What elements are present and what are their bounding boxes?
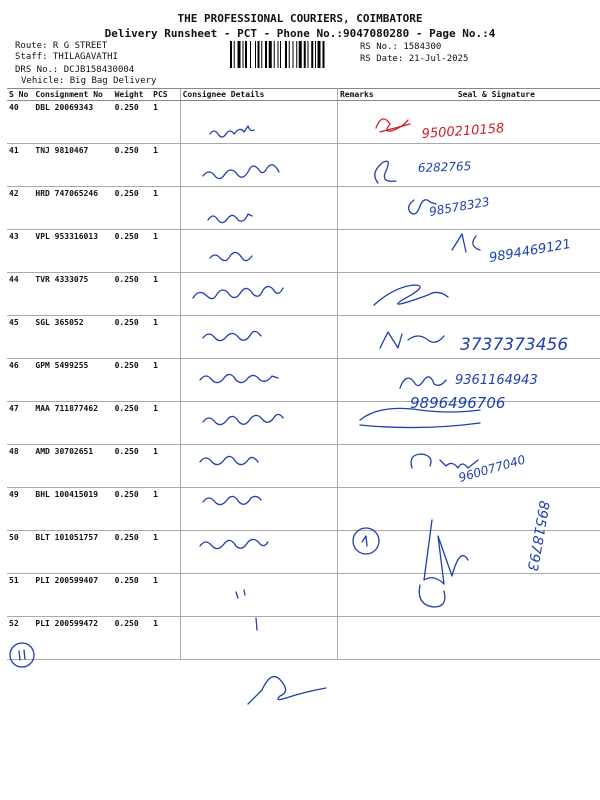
table-row	[7, 445, 600, 488]
row-sno: 46	[7, 359, 33, 402]
barcode-bar	[296, 41, 297, 68]
row-weight: 0.250	[113, 144, 152, 187]
barcode-bar	[234, 41, 235, 68]
table-row	[7, 101, 600, 144]
row-weight: 0.250	[113, 445, 152, 488]
barcode-bar	[258, 41, 260, 68]
table-row	[7, 531, 600, 574]
row-remarks	[337, 617, 392, 660]
barcode-bar	[245, 41, 247, 68]
runsheet-title: Delivery Runsheet - PCT - Phone No.:9047080280 - Page No.:4	[104, 27, 496, 40]
row-pcs: 1	[151, 402, 180, 445]
row-pcs: 1	[151, 187, 180, 230]
col-header-consignment: Consignment No	[33, 89, 112, 101]
row-sno: 42	[7, 187, 33, 230]
table-row	[7, 617, 600, 660]
row-remarks	[337, 359, 392, 402]
row-sno: 43	[7, 230, 33, 273]
staff-label: Staff: THILAGAVATHI	[15, 52, 118, 62]
rs-number: RS No.: 1584300	[360, 42, 442, 52]
barcode-bar	[274, 41, 275, 68]
row-weight: 0.250	[113, 359, 152, 402]
row-signature	[393, 359, 600, 402]
row-weight: 0.250	[113, 316, 152, 359]
row-consignment-no: AMD 30702651	[33, 445, 112, 488]
row-signature	[393, 101, 600, 144]
row-consignee	[180, 230, 337, 273]
row-consignment-no: DBL 20069343	[33, 101, 112, 144]
col-header-weight: Weight	[113, 89, 152, 101]
row-remarks	[337, 101, 392, 144]
scribble	[248, 677, 326, 704]
row-sno: 52	[7, 617, 33, 660]
row-consignee	[180, 316, 337, 359]
row-sno: 41	[7, 144, 33, 187]
barcode-bar	[278, 41, 279, 68]
row-signature	[393, 617, 600, 660]
row-consignee	[180, 531, 337, 574]
barcode-bar	[250, 41, 251, 68]
handwritten-phone: 6282765	[417, 159, 472, 175]
barcode-bar	[265, 41, 267, 68]
row-signature	[393, 187, 600, 230]
row-weight: 0.250	[113, 101, 152, 144]
row-remarks	[337, 187, 392, 230]
row-consignment-no: VPL 953316013	[33, 230, 112, 273]
row-consignment-no: TVR 4333075	[33, 273, 112, 316]
row-sno: 44	[7, 273, 33, 316]
col-header-sno: S No	[7, 89, 33, 101]
handwritten-phone: 98578323	[428, 194, 491, 219]
handwritten-phone: 9894469121	[488, 236, 573, 266]
row-consignee	[180, 574, 337, 617]
row-consignee	[180, 488, 337, 531]
row-consignee	[180, 402, 337, 445]
row-remarks	[337, 402, 392, 445]
row-pcs: 1	[151, 359, 180, 402]
handwritten-phone: 3737373456	[460, 335, 569, 355]
route-label: Route: R G STREET	[15, 41, 108, 51]
row-remarks	[337, 230, 392, 273]
row-consignee	[180, 273, 337, 316]
row-consignment-no: BLT 101051757	[33, 531, 112, 574]
handwritten-phone: 89518793	[523, 499, 552, 573]
table-row	[7, 316, 600, 359]
barcode-bar	[280, 41, 281, 68]
row-pcs: 1	[151, 445, 180, 488]
row-consignee	[180, 144, 337, 187]
row-sno: 47	[7, 402, 33, 445]
handwritten-phone: 9896496706	[410, 394, 506, 412]
row-weight: 0.250	[113, 187, 152, 230]
barcode-bar	[289, 41, 290, 68]
vehicle-label: Vehicle: Big Bag Delivery	[21, 76, 157, 86]
table-row	[7, 359, 600, 402]
row-pcs: 1	[151, 531, 180, 574]
row-weight: 0.250	[113, 273, 152, 316]
col-header-signature: Seal & Signature	[393, 89, 600, 101]
barcode-bar	[285, 41, 287, 68]
row-signature	[393, 402, 600, 445]
row-signature	[393, 316, 600, 359]
row-pcs: 1	[151, 316, 180, 359]
row-consignment-no: BHL 100415019	[33, 488, 112, 531]
col-header-remarks: Remarks	[337, 89, 392, 101]
handwritten-phone: 9500210158	[421, 121, 505, 142]
row-consignee	[180, 187, 337, 230]
row-signature	[393, 531, 600, 574]
barcode-bar	[238, 41, 241, 68]
table-row	[7, 230, 600, 273]
row-remarks	[337, 531, 392, 574]
row-sno: 48	[7, 445, 33, 488]
row-sno: 49	[7, 488, 33, 531]
row-signature	[393, 445, 600, 488]
row-consignee	[180, 617, 337, 660]
barcode-bar	[304, 41, 306, 68]
row-consignment-no: SGL 365052	[33, 316, 112, 359]
row-sno: 45	[7, 316, 33, 359]
row-remarks	[337, 316, 392, 359]
row-consignment-no: MAA 711877462	[33, 402, 112, 445]
row-remarks	[337, 273, 392, 316]
barcode-bar	[269, 41, 272, 68]
barcode-bar	[299, 41, 302, 68]
row-signature	[393, 488, 600, 531]
row-pcs: 1	[151, 273, 180, 316]
handwritten-phone: 960077040	[456, 452, 527, 485]
table-row	[7, 187, 600, 230]
table-row	[7, 144, 600, 187]
row-consignment-no: GPM 5499255	[33, 359, 112, 402]
col-header-consignee: Consignee Details	[180, 89, 337, 101]
row-consignment-no: HRD 747065246	[33, 187, 112, 230]
row-signature	[393, 574, 600, 617]
barcode-bar	[255, 41, 256, 68]
table-header-row	[7, 89, 600, 101]
barcode-bar	[318, 41, 321, 68]
row-remarks	[337, 574, 392, 617]
table-body	[7, 101, 600, 660]
row-weight: 0.250	[113, 230, 152, 273]
row-signature	[393, 273, 600, 316]
company-name: THE PROFESSIONAL COURIERS, COIMBATORE	[177, 12, 423, 25]
row-weight: 0.250	[113, 402, 152, 445]
row-pcs: 1	[151, 144, 180, 187]
table-row	[7, 574, 600, 617]
row-pcs: 1	[151, 488, 180, 531]
row-weight: 0.250	[113, 488, 152, 531]
row-sno: 51	[7, 574, 33, 617]
barcode-bar	[311, 41, 313, 68]
rs-date: RS Date: 21-Jul-2025	[360, 54, 469, 64]
row-pcs: 1	[151, 230, 180, 273]
row-pcs: 1	[151, 101, 180, 144]
row-pcs: 1	[151, 617, 180, 660]
col-header-pcs: PCS	[151, 89, 180, 101]
row-sno: 50	[7, 531, 33, 574]
row-remarks	[337, 445, 392, 488]
row-remarks	[337, 144, 392, 187]
barcode-bar	[230, 41, 232, 68]
row-weight: 0.250	[113, 574, 152, 617]
row-consignee	[180, 101, 337, 144]
row-consignee	[180, 445, 337, 488]
row-signature	[393, 144, 600, 187]
table-row	[7, 402, 600, 445]
row-pcs: 1	[151, 574, 180, 617]
barcode-bar	[315, 41, 316, 68]
row-weight: 0.250	[113, 617, 152, 660]
barcode-bar	[323, 41, 325, 68]
runsheet-table	[7, 88, 600, 660]
row-sno: 40	[7, 101, 33, 144]
row-remarks	[337, 488, 392, 531]
barcode-bar	[261, 41, 262, 68]
row-consignment-no: PLI 200599472	[33, 617, 112, 660]
row-consignee	[180, 359, 337, 402]
row-signature	[393, 230, 600, 273]
table-row	[7, 273, 600, 316]
barcode-bar	[293, 41, 294, 68]
drs-number: DRS No.: DCJB158430004	[15, 65, 135, 75]
row-consignment-no: TNJ 9810467	[33, 144, 112, 187]
barcode	[230, 41, 354, 68]
handwritten-phone: 9361164943	[455, 373, 538, 388]
row-weight: 0.250	[113, 531, 152, 574]
barcode-bar	[308, 41, 309, 68]
table-row	[7, 488, 600, 531]
row-consignment-no: PLI 200599407	[33, 574, 112, 617]
barcode-bar	[243, 41, 244, 68]
